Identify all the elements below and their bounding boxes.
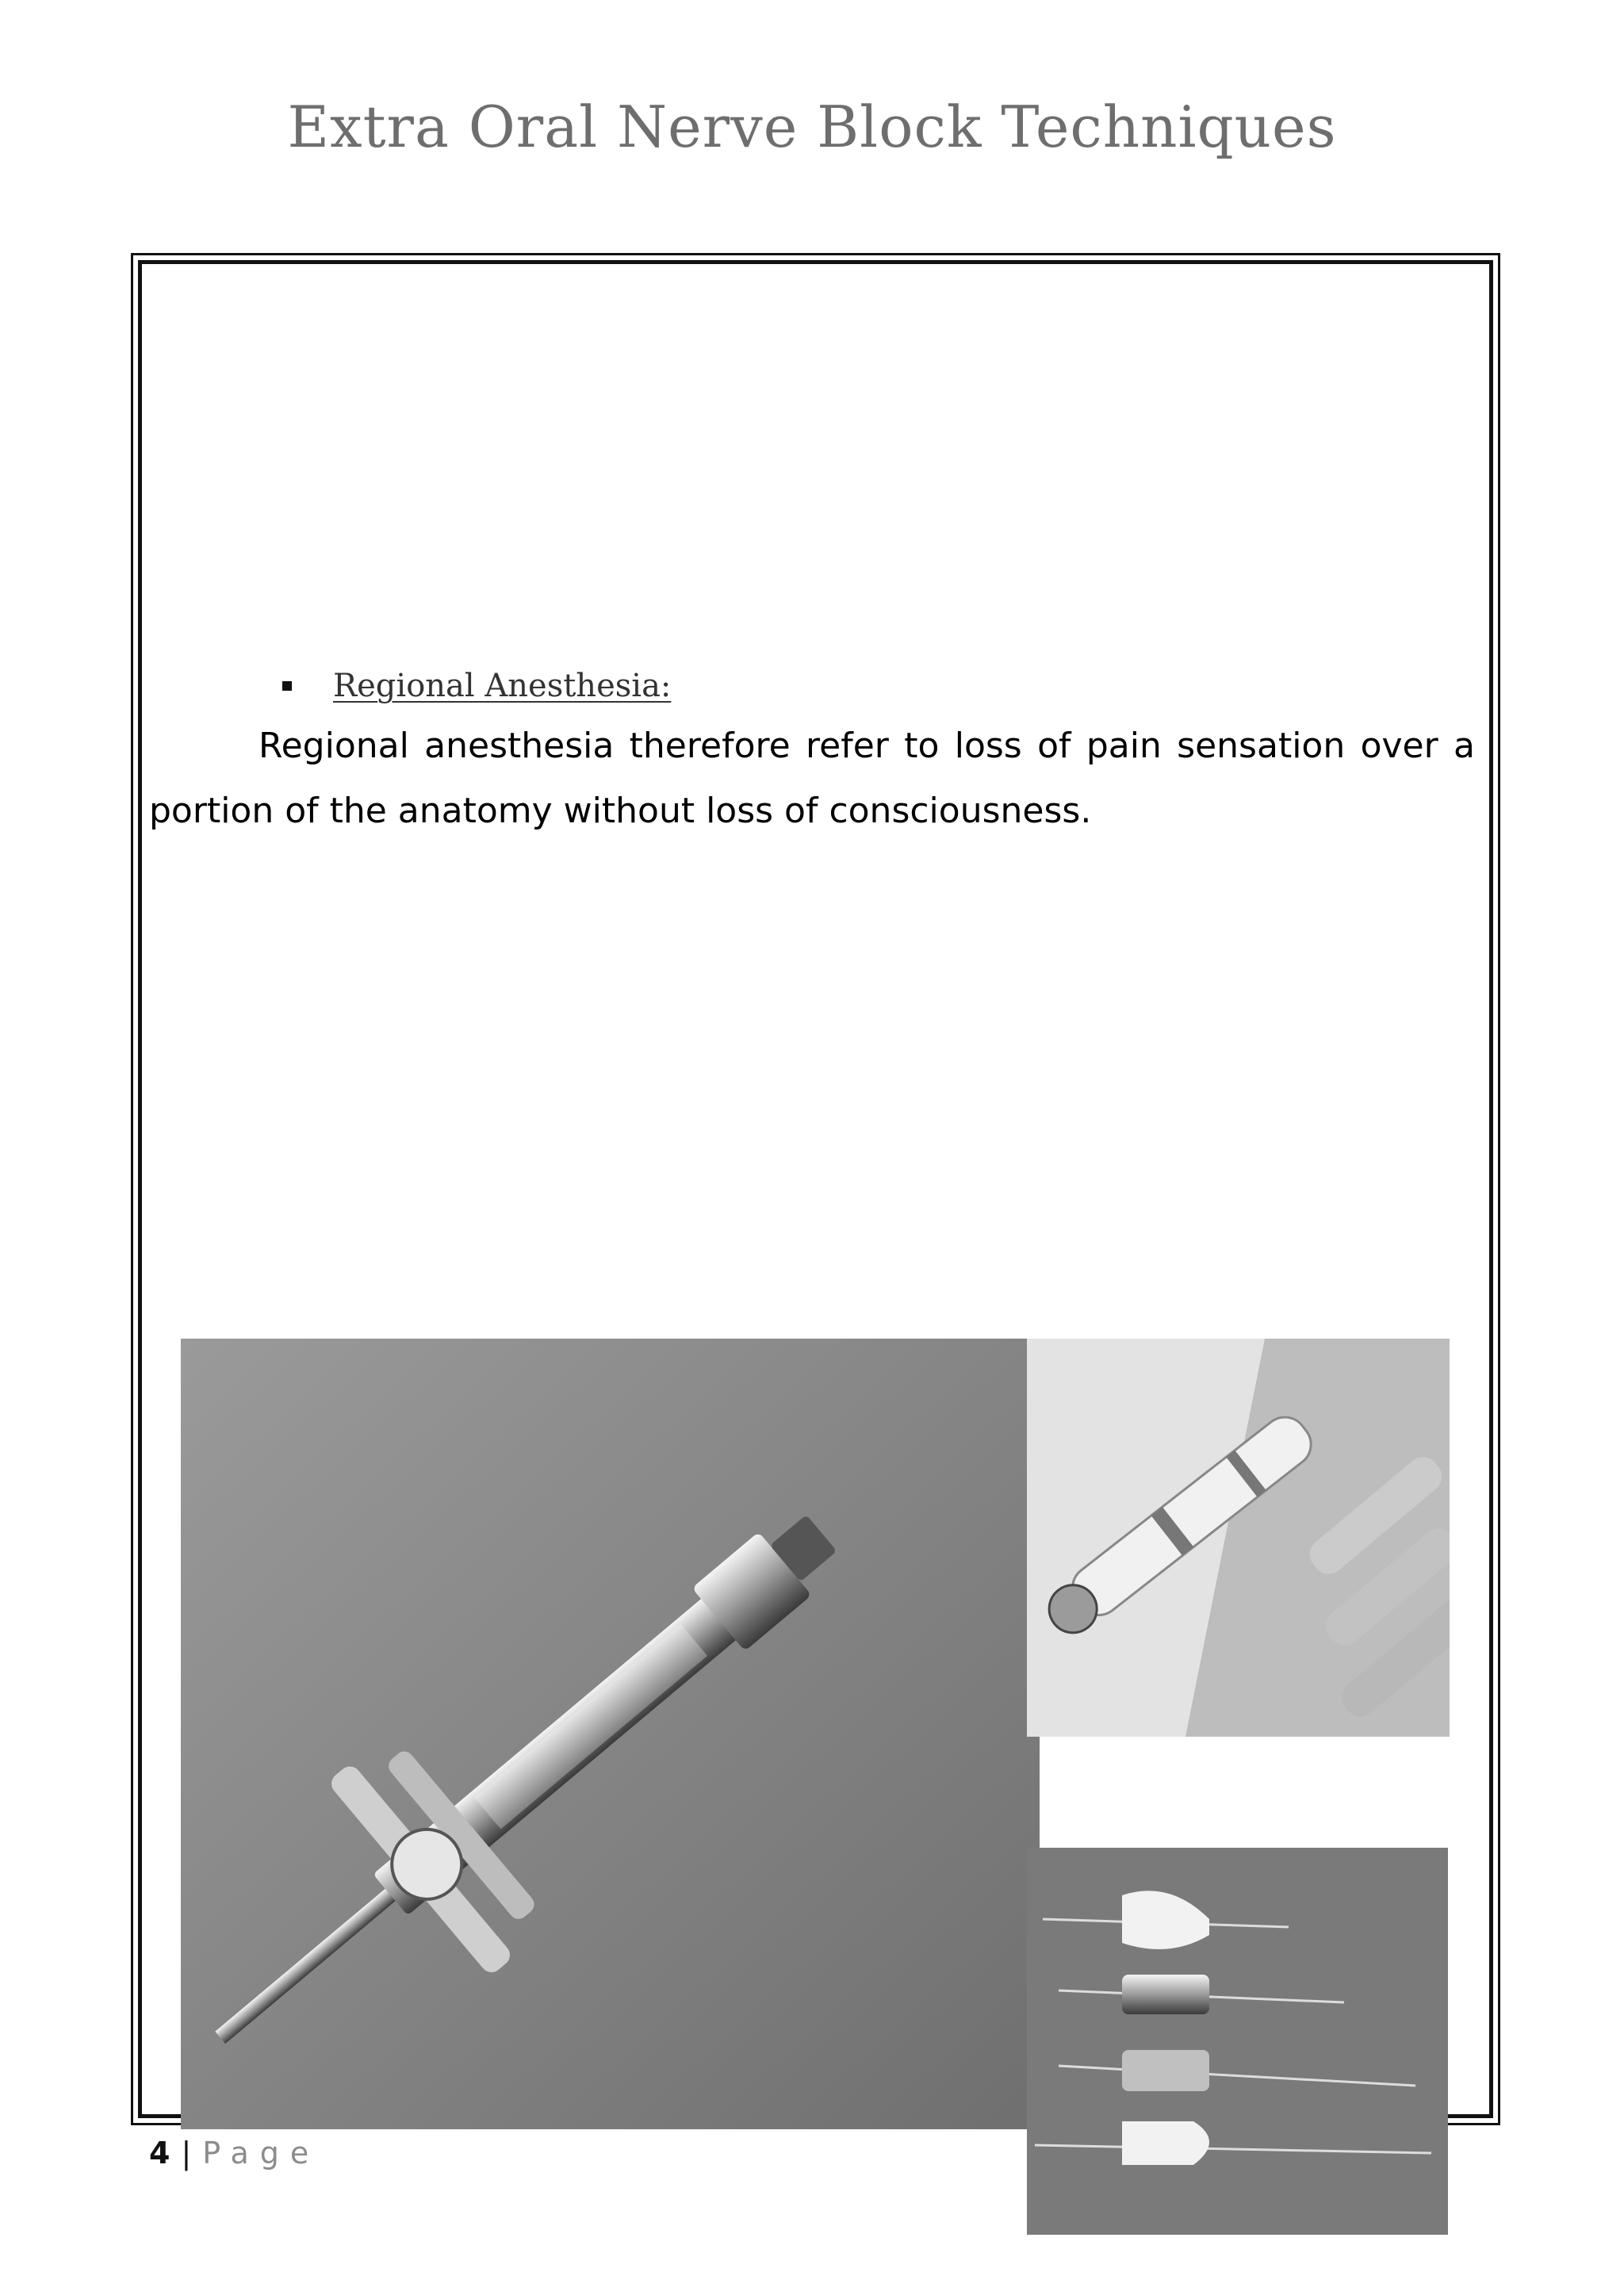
dental-needles-photo bbox=[1027, 1848, 1448, 2235]
footer-separator: | bbox=[181, 2136, 192, 2170]
square-bullet-icon bbox=[282, 681, 292, 691]
page-label: Page bbox=[202, 2136, 320, 2170]
page-number: 4 bbox=[149, 2136, 170, 2170]
body-paragraph: Regional anesthesia therefore refer to loss of pain sensation over a portion of the anatomy without loss of consciousness. bbox=[149, 726, 1475, 831]
document-header-title: Extra Oral Nerve Block Techniques bbox=[287, 94, 1337, 160]
section-bullet bbox=[282, 662, 671, 710]
page-footer bbox=[149, 2133, 320, 2173]
anesthetic-cartridge-photo bbox=[1027, 1339, 1450, 1737]
section-heading: Regional Anesthesia: bbox=[333, 668, 672, 704]
dental-syringe-photo bbox=[181, 1339, 1040, 2129]
